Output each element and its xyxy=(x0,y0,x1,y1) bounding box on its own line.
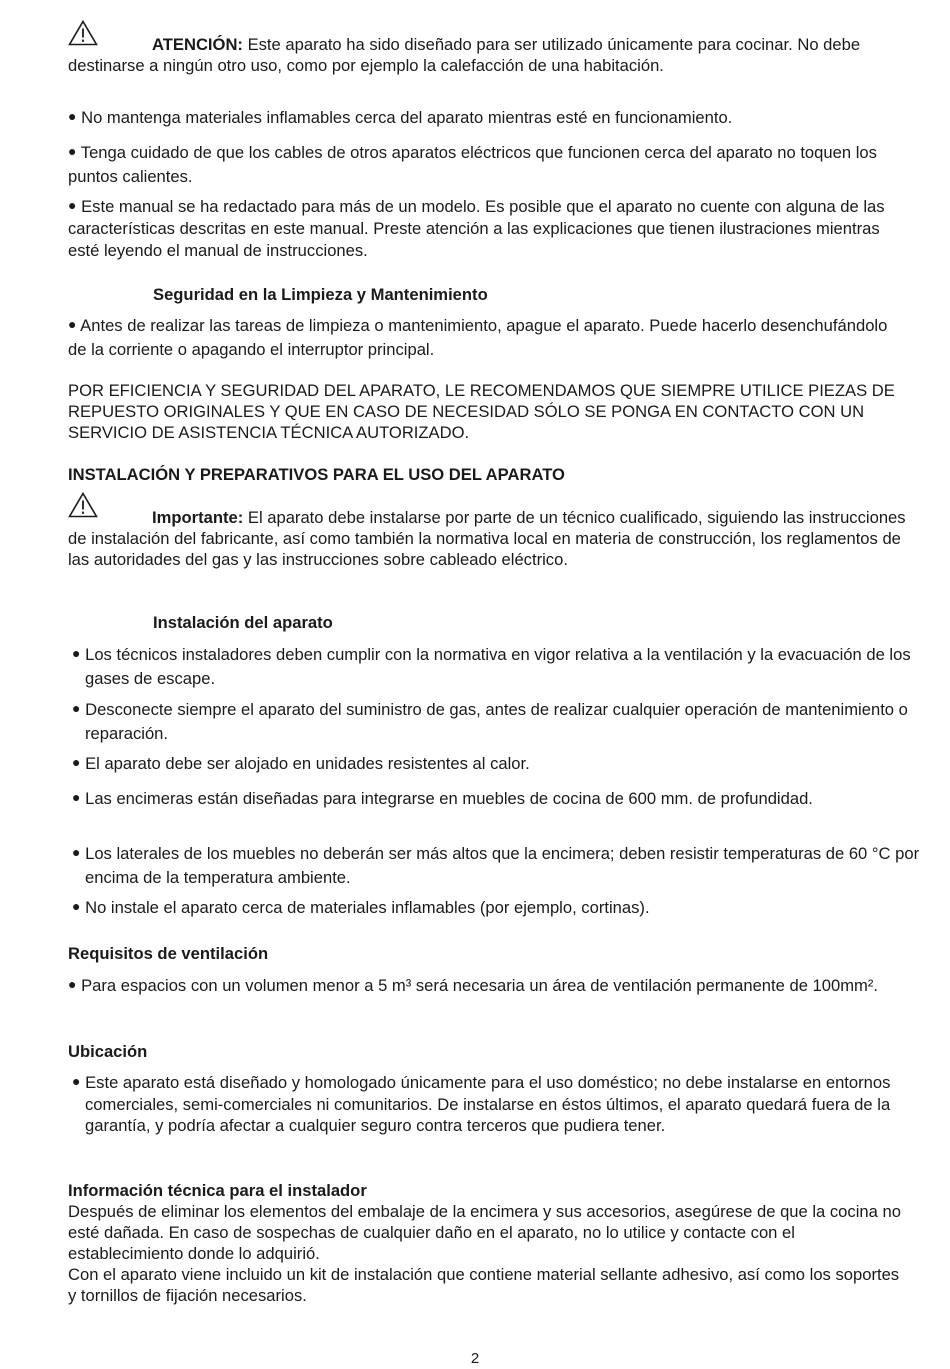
technical-heading: Información técnica para el instalador xyxy=(68,1181,367,1200)
attention-paragraph xyxy=(68,34,908,76)
important-text: El aparato debe instalarse por parte de un técnico cualificado, siguiendo las instrucciones de instalación del fabricante, así como también la normativa local en materia de construcción, los reglamentos de las autoridades del gas y las instrucciones sobre cableado eléctrico. xyxy=(68,508,906,569)
attention-label: ATENCIÓN: xyxy=(152,35,243,54)
list-item: ● Los laterales de los muebles no deberán ser más altos que la encimera; deben resistir temperaturas de 60 °C por encima de la temperatura ambiente. xyxy=(72,844,920,887)
list-item: ● Los técnicos instaladores deben cumplir con la normativa en vigor relativa a la ventilación y la evacuación de los gases de escape. xyxy=(72,645,911,688)
page-number: 2 xyxy=(470,1350,480,1367)
technical-paragraph: Con el aparato viene incluido un kit de instalación que contiene material sellante adhesivo, así como los soportes y tornillos de fijación necesarios. xyxy=(68,1265,900,1305)
list-item: ● No instale el aparato cerca de materiales inflamables (por ejemplo, cortinas). xyxy=(72,898,650,917)
list-item: ● Tenga cuidado de que los cables de otros aparatos eléctricos que funcionen cerca del aparato no toquen los puntos calientes. xyxy=(68,143,877,186)
important-label: Importante: xyxy=(152,508,244,527)
list-item: ● Antes de realizar las tareas de limpieza o mantenimiento, apague el aparato. Puede hacerlo desenchufándolo de la corriente o apagando el interruptor principal. xyxy=(68,316,888,359)
list-item: ● Desconecte siempre el aparato del suministro de gas, antes de realizar cualquier operación de mantenimiento o reparación. xyxy=(72,700,908,743)
attention-text: Este aparato ha sido diseñado para ser utilizado únicamente para cocinar. No debe destinarse a ningún otro uso, como por ejemplo la calefacción de una habitación. xyxy=(68,35,861,75)
installation-heading: INSTALACIÓN Y PREPARATIVOS PARA EL USO DEL APARATO xyxy=(68,465,565,484)
list-item: ● No mantenga materiales inflamables cerca del aparato mientras esté en funcionamiento. xyxy=(68,108,733,127)
list-item: ● Este manual se ha redactado para más de un modelo. Es posible que el aparato no cuente con alguna de las características descritas en este manual. Preste atención a las explicaciones que tienen ilustraciones mientras esté leyendo el manual de instrucciones. xyxy=(68,197,885,260)
location-heading: Ubicación xyxy=(68,1042,148,1061)
ventilation-heading: Requisitos de ventilación xyxy=(68,944,269,963)
installation-sub-heading: Instalación del aparato xyxy=(153,613,333,632)
list-item: ● El aparato debe ser alojado en unidades resistentes al calor. xyxy=(72,754,530,773)
list-item: ● Las encimeras están diseñadas para integrarse en muebles de cocina de 600 mm. de profundidad. xyxy=(72,789,813,808)
important-paragraph xyxy=(68,507,908,570)
recommendation-paragraph: POR EFICIENCIA Y SEGURIDAD DEL APARATO, LE RECOMENDAMOS QUE SIEMPRE UTILICE PIEZAS DE REPUESTO ORIGINALES Y QUE EN CASO DE NECESIDAD SÓLO SE PONGA EN CONTACTO CON UN SERVICIO DE ASISTENCIA TÉCNICA AUTORIZADO. xyxy=(68,381,895,442)
cleaning-heading: Seguridad en la Limpieza y Mantenimiento xyxy=(153,285,488,304)
list-item: ● Este aparato está diseñado y homologado únicamente para el uso doméstico; no debe instalarse en entornos comerciales, semi-comerciales ni comunitarios. De instalarse en éstos últimos, el aparato quedará fuera de la garantía, y podría afectar a cualquier seguro contra terceros que pudiera tener. xyxy=(72,1073,891,1135)
technical-paragraph: Después de eliminar los elementos del embalaje de la encimera y sus accesorios, asegúrese de que la cocina no esté dañada. En caso de sospechas de cualquier daño en el aparato, no lo utilice y contacte con el establecimiento donde lo adquirió. xyxy=(68,1202,901,1263)
list-item: ● Para espacios con un volumen menor a 5 m³ será necesaria un área de ventilación permanente de 100mm². xyxy=(68,976,879,995)
